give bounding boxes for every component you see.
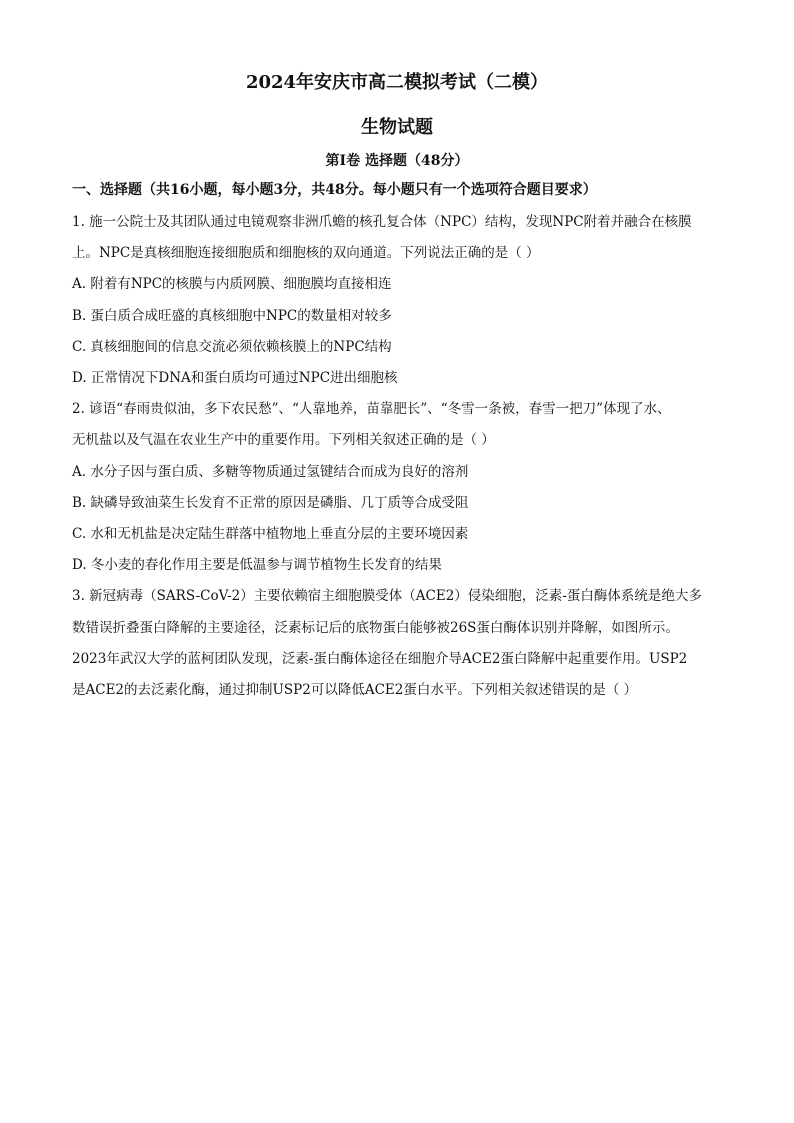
question-1-option-b: B. 蛋白质合成旺盛的真核细胞中NPC的数量相对较多 bbox=[72, 308, 392, 324]
question-3-stem-line-2: 数错误折叠蛋白降解的主要途径，泛素标记后的底物蛋白能够被26S蛋白酶体识别并降解，如图所示。 bbox=[72, 620, 679, 636]
question-2-stem-line-2: 无机盐以及气温在农业生产中的重要作用。下列相关叙述正确的是（ ） bbox=[72, 432, 495, 448]
question-2-option-a: A. 水分子因与蛋白质、多糖等物质通过氢键结合而成为良好的溶剂 bbox=[72, 464, 469, 480]
subject-title: 生物试题 bbox=[361, 117, 433, 138]
question-1-stem-line-2: 上。NPC是真核细胞连接细胞质和细胞核的双向通道。下列说法正确的是（ ） bbox=[72, 245, 540, 261]
question-2-option-d: D. 冬小麦的春化作用主要是低温参与调节植物生长发育的结果 bbox=[72, 557, 442, 573]
question-2-option-c: C. 水和无机盐是决定陆生群落中植物地上垂直分层的主要环境因素 bbox=[72, 526, 469, 542]
question-3-stem-line-1: 3. 新冠病毒（SARS-CoV-2）主要依赖宿主细胞膜受体（ACE2）侵染细胞，泛素-蛋白酶体系统是绝大多 bbox=[72, 588, 702, 604]
question-3-stem-line-4: 是ACE2的去泛素化酶，通过抑制USP2可以降低ACE2蛋白水平。下列相关叙述错误的是（ ） bbox=[72, 682, 638, 698]
volume-title: 第Ⅰ卷 选择题（48分） bbox=[325, 153, 469, 169]
question-1-option-c: C. 真核细胞间的信息交流必须依赖核膜上的NPC结构 bbox=[72, 339, 392, 355]
exam-title: 2024年安庆市高二模拟考试（二模） bbox=[245, 72, 549, 93]
question-1-stem-line-1: 1. 施一公院士及其团队通过电镜观察非洲爪蟾的核孔复合体（NPC）结构，发现NPC附着并融合在核膜 bbox=[72, 214, 692, 230]
section-heading: 一、选择题（共16小题，每小题3分，共48分。每小题只有一个选项符合题目要求） bbox=[72, 182, 597, 198]
question-3-stem-line-3: 2023年武汉大学的蓝柯团队发现，泛素-蛋白酶体途径在细胞介导ACE2蛋白降解中起重要作用。USP2 bbox=[72, 651, 688, 667]
question-1-option-a: A. 附着有NPC的核膜与内质网膜、细胞膜均直接相连 bbox=[72, 276, 392, 292]
question-2-stem-line-1: 2. 谚语“春雨贵似油，多下农民愁”、“人靠地养，苗靠肥长”、“冬雪一条被，春雪一把刀”体现了水、 bbox=[72, 401, 671, 417]
question-2-option-b: B. 缺磷导致油菜生长发育不正常的原因是磷脂、几丁质等合成受阻 bbox=[72, 495, 469, 511]
question-1-option-d: D. 正常情况下DNA和蛋白质均可通过NPC进出细胞核 bbox=[72, 370, 398, 386]
